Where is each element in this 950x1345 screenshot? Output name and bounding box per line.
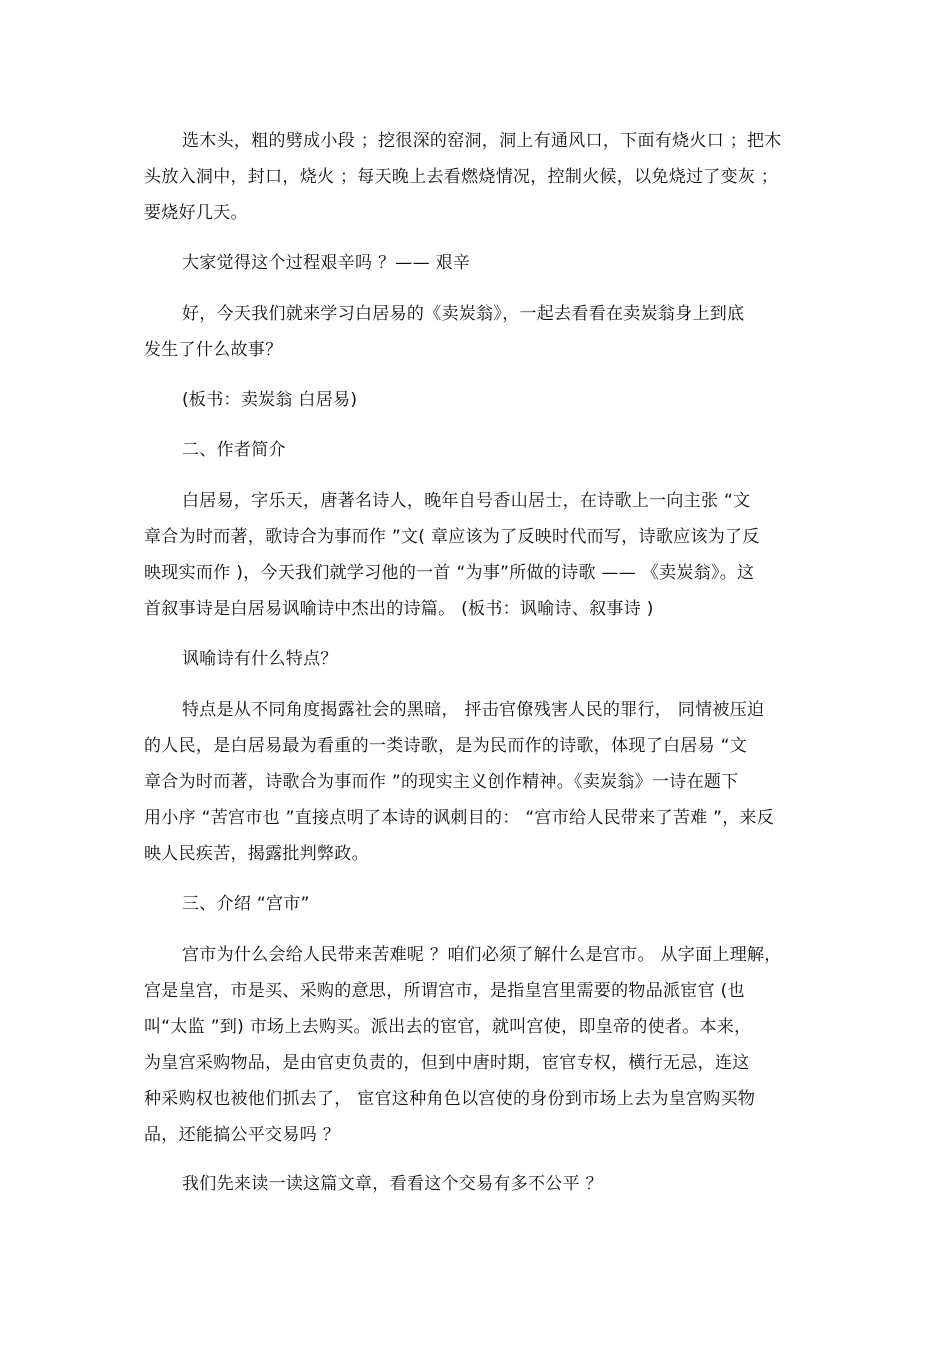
text-line: 章合为时而著，诗歌合为事而作 ”的现实主义创作精神。《卖炭翁》一诗在题下 (144, 772, 739, 792)
paragraph-question-satire (144, 641, 809, 677)
text-line: 特点是从不同角度揭露社会的黑暗， 抨击官僚残害人民的罪行， 同情被压迫 (182, 700, 765, 720)
text-line: 发生了什么故事？ (144, 340, 283, 360)
text-line: 种采购权也被他们抓去了， 宦官这种角色以宫使的身份到市场上去为皇宫购买物 (144, 1089, 756, 1109)
paragraph-board-title (144, 382, 809, 418)
text-line: 选木头，粗的劈成小段 ；挖很深的窑洞，洞上有通风口，下面有烧火口 ；把木 (182, 131, 782, 151)
paragraph-lesson-intro (144, 296, 809, 368)
text-line: (板书：卖炭翁 白居易) (182, 390, 358, 410)
text-line: 我们先来读一读这篇文章，看看这个交易有多不公平 ？ (182, 1174, 603, 1194)
paragraph-author-bio (144, 483, 809, 627)
text-line: 品，还能搞公平交易吗 ？ (144, 1125, 341, 1145)
text-line: 的人民，是白居易最为看重的一类诗歌，是为民而作的诗歌，体现了白居易 “文 (144, 736, 748, 756)
text-line: 叫“太监 ”到) 市场上去购买。派出去的宦官，就叫宫使，即皇帝的使者。本来， (144, 1017, 752, 1037)
text-line: 用小序 “苦宫市也 ”直接点明了本诗的讽刺目的： “宫市给人民带来了苦难 ”，来反 (144, 808, 775, 828)
text-line: 宫市为什么会给人民带来苦难呢 ？咱们必须了解什么是宫市。 从字面上理解， (182, 945, 782, 965)
text-line: 讽喻诗有什么特点？ (182, 649, 338, 669)
text-line: 三、介绍 “宫市” (182, 894, 310, 914)
section-heading-author (144, 432, 809, 468)
paragraph-gongshi-explain (144, 937, 809, 1153)
text-line: 白居易，字乐天，唐著名诗人，晚年自号香山居士，在诗歌上一向主张 “文 (182, 491, 751, 511)
text-line: 首叙事诗是白居易讽喻诗中杰出的诗篇。 (板书：讽喻诗、叙事诗 ) (144, 599, 654, 619)
paragraph-question-hard (144, 245, 809, 281)
text-line: 章合为时而著，歌诗合为事而作 ”文( 章应该为了反映时代而写，诗歌应该为了反 (144, 527, 760, 547)
text-line: 头放入洞中，封口，烧火 ；每天晚上去看燃烧情况，控制火候，以免烧过了变灰 ； (144, 167, 779, 187)
text-line: 要烧好几天。 (144, 203, 248, 223)
paragraph-satire-features (144, 692, 809, 872)
text-line: 二、作者简介 (182, 440, 286, 460)
paragraph-read-together (144, 1166, 809, 1202)
text-line: 好，今天我们就来学习白居易的《卖炭翁》，一起去看看在卖炭翁身上到底 (182, 304, 745, 324)
section-heading-gongshi (144, 886, 809, 922)
text-line: 映现实而作 )，今天我们就学习他的一首 “为事”所做的诗歌 —— 《卖炭翁》。这 (144, 563, 755, 583)
text-line: 映人民疾苦，揭露批判弊政。 (144, 844, 369, 864)
text-line: 为皇宫采购物品，是由官吏负责的，但到中唐时期，宦官专权，横行无忌，连这 (144, 1053, 750, 1073)
text-line: 大家觉得这个过程艰辛吗 ？—— 艰辛 (182, 253, 471, 273)
text-line: 宫是皇宫，市是买、采购的意思，所谓宫市，是指皇宫里需要的物品派宦官 (也 (144, 981, 745, 1001)
paragraph-charcoal-process (144, 123, 809, 231)
